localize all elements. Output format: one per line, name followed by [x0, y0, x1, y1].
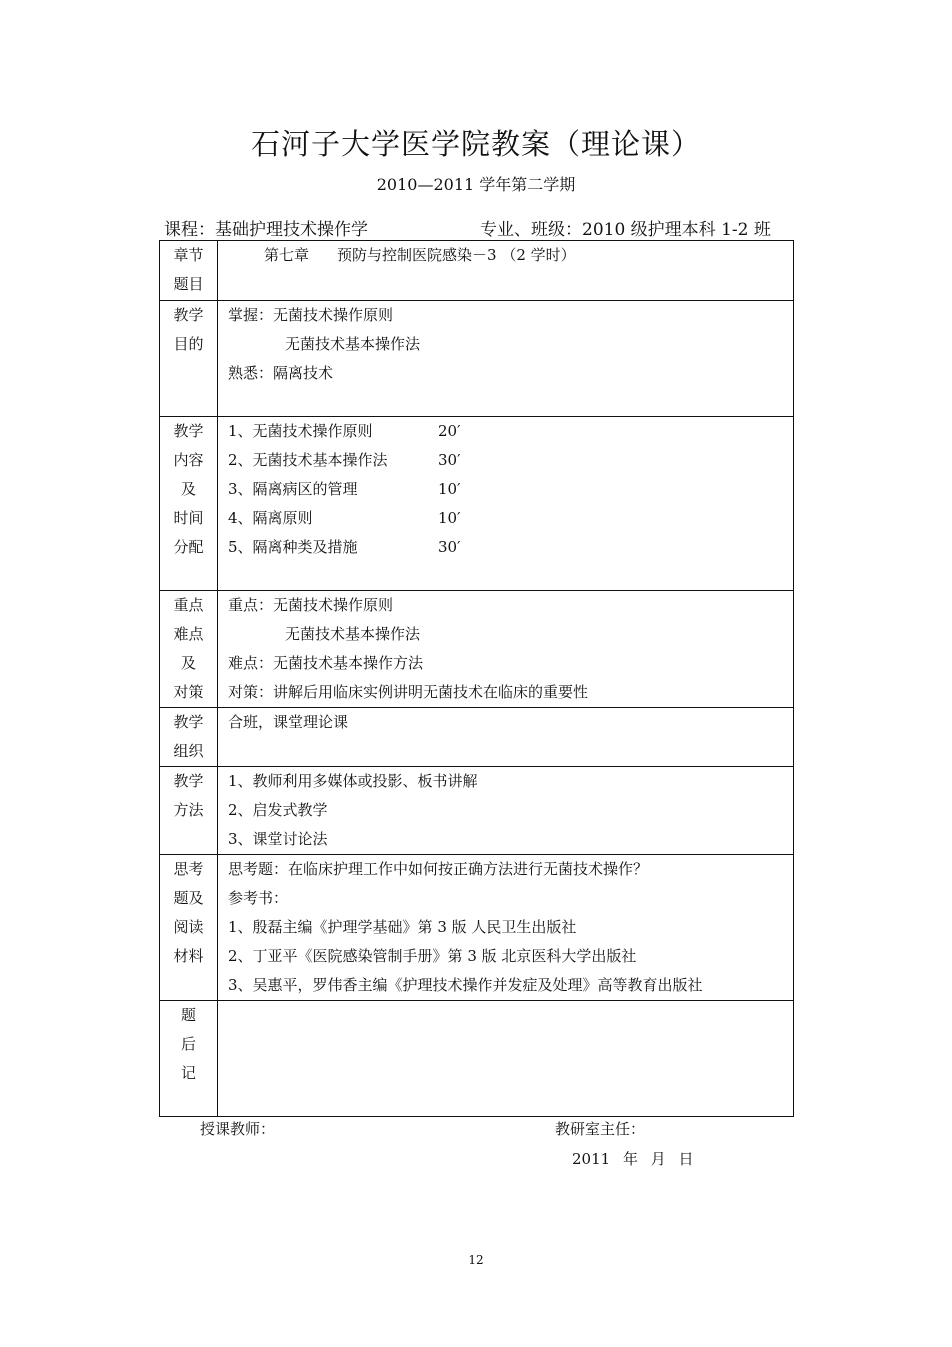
table-row-reading [160, 855, 794, 1001]
chapter-cell [218, 241, 794, 301]
reading-line: 3、吴惠平，罗伟香主编《护理技术操作并发症及处理》高等教育出版社 [228, 976, 703, 994]
content-item-text: 3、隔离病区的管理 [228, 480, 358, 498]
content-item-text: 4、隔离原则 [228, 509, 313, 527]
content-item-time: 30′ [438, 451, 461, 469]
label-line: 对策 [173, 683, 204, 701]
row-label-organization [160, 708, 218, 767]
list-item [228, 533, 793, 562]
organization-text: 合班，课堂理论课 [228, 713, 349, 731]
label-line: 材料 [173, 947, 204, 965]
keypoint-line: 无菌技术基本操作法 [285, 625, 421, 643]
row-label-methods [160, 767, 218, 855]
label-line: 教学 [173, 306, 204, 324]
label-line: 后 [180, 1035, 196, 1053]
reading-cell [218, 855, 794, 1001]
list-item [228, 446, 793, 475]
method-line: 3、课堂讨论法 [228, 830, 328, 848]
keypoint-line: 重点：无菌技术操作原则 [228, 596, 394, 614]
objective-line: 掌握：无菌技术操作原则 [228, 306, 394, 324]
content-item-text: 1、无菌技术操作原则 [228, 422, 373, 440]
content-item-text: 2、无菌技术基本操作法 [228, 451, 388, 469]
label-line: 教学 [173, 422, 204, 440]
content-item-time: 10′ [438, 509, 461, 527]
row-label-reading [160, 855, 218, 1001]
list-item [228, 475, 793, 504]
label-line: 及 [180, 654, 196, 672]
content-cell [218, 417, 794, 591]
lesson-plan-table [159, 240, 794, 1117]
chapter-number: 第七章 [264, 246, 310, 264]
table-row-content [160, 417, 794, 591]
label-line: 时间 [173, 509, 204, 527]
reading-line: 1、殷磊主编《护理学基础》第 3 版 人民卫生出版社 [228, 918, 577, 936]
keypoint-line: 难点：无菌技术基本操作方法 [228, 654, 424, 672]
label-line: 目的 [173, 335, 204, 353]
label-line: 章节 [173, 246, 204, 264]
label-line: 教学 [173, 713, 204, 731]
content-item-time: 30′ [438, 538, 461, 556]
row-label-objectives [160, 301, 218, 417]
reading-line: 2、丁亚平《医院感染管制手册》第 3 版 北京医科大学出版社 [228, 947, 637, 965]
table-row-objectives [160, 301, 794, 417]
row-label-keypoints [160, 591, 218, 708]
label-line: 题 [180, 1006, 196, 1024]
content-item-text: 5、隔离种类及措施 [228, 538, 358, 556]
row-label-chapter [160, 241, 218, 301]
date-line: 2011 年 月 日 [572, 1150, 694, 1168]
page-number: 12 [468, 1253, 484, 1267]
reading-line: 思考题：在临床护理工作中如何按正确方法进行无菌技术操作？ [228, 860, 649, 878]
document-title: 石河子大学医学院教案（理论课） [250, 127, 701, 161]
objective-line: 无菌技术基本操作法 [285, 335, 421, 353]
label-line: 思考 [173, 860, 204, 878]
keypoints-cell [218, 591, 794, 708]
course-name: 课程：基础护理技术操作学 [164, 220, 368, 240]
teacher-signature-label: 授课教师： [200, 1120, 276, 1138]
table-row-chapter [160, 241, 794, 301]
reading-line: 参考书： [228, 889, 289, 907]
table-row-methods [160, 767, 794, 855]
table-row-organization [160, 708, 794, 767]
label-line: 题及 [173, 889, 204, 907]
label-line: 及 [180, 480, 196, 498]
content-item-time: 10′ [438, 480, 461, 498]
major-class: 专业、班级：2010 级护理本科 1-2 班 [480, 220, 771, 240]
method-line: 1、教师利用多媒体或投影、板书讲解 [228, 772, 478, 790]
row-label-notes [160, 1001, 218, 1117]
label-line: 阅读 [173, 918, 204, 936]
label-line: 分配 [173, 538, 204, 556]
notes-cell [218, 1001, 794, 1117]
label-line: 教学 [173, 772, 204, 790]
list-item [228, 504, 793, 533]
label-line: 组织 [173, 742, 204, 760]
methods-cell [218, 767, 794, 855]
table-row-notes [160, 1001, 794, 1117]
method-line: 2、启发式教学 [228, 801, 328, 819]
label-line: 内容 [173, 451, 204, 469]
director-signature-label: 教研室主任： [555, 1120, 646, 1138]
objectives-cell [218, 301, 794, 417]
content-item-time: 20′ [438, 422, 461, 440]
keypoint-line: 对策：讲解后用临床实例讲明无菌技术在临床的重要性 [228, 683, 589, 701]
chapter-name: 预防与控制医院感染－3 （2 学时） [337, 246, 576, 264]
row-label-content [160, 417, 218, 591]
label-line: 难点 [173, 625, 204, 643]
label-line: 方法 [173, 801, 204, 819]
list-item [228, 417, 793, 446]
label-line: 记 [180, 1064, 196, 1082]
label-line: 重点 [173, 596, 204, 614]
label-line: 题目 [173, 275, 204, 293]
semester-line: 2010—2011 学年第二学期 [376, 175, 576, 194]
table-row-keypoints [160, 591, 794, 708]
objective-line: 熟悉：隔离技术 [228, 364, 334, 382]
organization-cell [218, 708, 794, 767]
